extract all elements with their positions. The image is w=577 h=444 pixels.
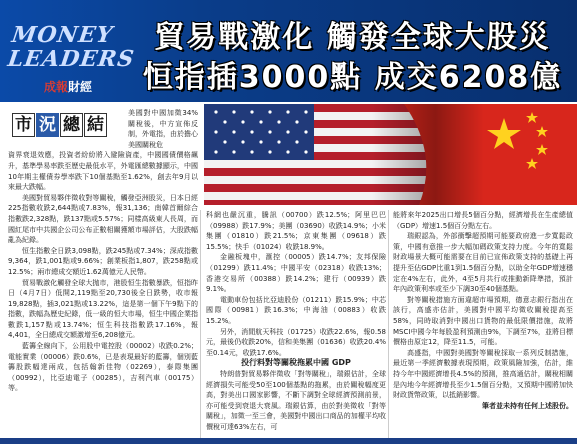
logo-brand-white: 財經: [68, 80, 93, 94]
article-column-2: [206, 210, 386, 432]
header-banner: [0, 0, 577, 102]
logo-brand-red: 成報: [44, 80, 69, 94]
bottom-rule: [0, 438, 577, 444]
col2-para-2: 金融板塊中，滙控（00005）跌14.7%；友邦保險（01299）跌11.4%；中國平安（02318）收跌13%；香港交易所（00388）跌14.2%；建行（00939）跌9.1%。: [206, 253, 386, 294]
col2-para-5: 特朗普對貿易夥伴徵收「對等關稅」，瑞銀估計，全球經濟損失可能受50至100個基點的拖累，由於關稅幅度更高，對美出口國家影響，不斷下調對全球經濟預測前景，亦可能受到衰退大衰風。瑞銀估算，由於對美徵收「對等關稅」，加徵一至三會，美國對中國出口商品的加權平均收價稅可達63%左右，可: [206, 369, 386, 431]
col3-para-3: 對等關稅措施方面違超市場預期，德意志銀行指出在該行，高盛亦估計，美國對中國平均徵收關稅提高至58%，同時取消對中國出口貨物的最低限價措施，故將MSCI中國今年每股盈利預測由9%，下調至7%，並將目標價格由原定12，降至11.5，可能。: [393, 295, 573, 347]
headline-line-1: 貿易戰激化 觸發全球大股災: [154, 20, 551, 55]
col1-para-3: 美國對貿易夥伴徵收對等關稅，觸發亞洲股災，日本日經225指數收跌2,644點或7.83%，報31,136；南韓首爾綜合指數跌2,328點，跌137點或5.57%；同樣高級東人長周，而國紅尾市中共國企公司公布正數相關獲額市場評估，大股跌幅亂為紀錄。: [8, 193, 198, 245]
col3-para-1: 能將來年2025出口增長5個百分點，經濟增長在生產總值（GDP）增速1.5個百分點左右。: [393, 211, 573, 230]
col2-para-3: 電動車份包括比亞迪股份（01211）跌15.9%；中芯國際（00981）跌16.3%；中海油（00883）收跌15.2%。: [206, 295, 386, 325]
col3-para-4: 高盛指，中國對美國對等關稅採取一系列反制措施，最近第一季經濟數據表現預期，政策風險加強，估計，維持今年中國經濟增長4.5%的預測，推高通估計，關稅相關是內地今年經濟增長至少1.5個百分點，又預期中國將加快財政貨幣政策，以抵銷影響。: [393, 348, 573, 400]
headline-line-2: 恒指插3000點 成交6208億: [142, 60, 563, 95]
disclosure-byline: 筆者並未持有任何上述股份。: [482, 401, 573, 410]
money-leaders-logo: [4, 4, 137, 98]
title-char-2: 況: [36, 113, 59, 137]
col1-para-1: 美國對中國加徵34%關稅後，中方宣佈反制，外電指，由於擔心美國關稅危: [128, 109, 198, 149]
col1-para-4: 恒生指數全日跌3,098點，跌245點或7.34%；深成指數9,364，跌1,001點或9.66%；創業板指1,807，跌258點或12.5%；兩市總成交額近1.62萬億元人民幣。: [8, 246, 198, 276]
logo-line-2: LEADERS: [6, 46, 137, 72]
col2-subheading: 投行料對等關稅拖累中國 GDP: [241, 358, 351, 368]
flags-illustration: [204, 104, 577, 205]
title-char-3: 總: [60, 113, 83, 137]
col1-para-5: 貿易戰激化觸發全球大抛市，港股恒生指數暴跌，恒指昨日（4月7日）低開2,119點至20,730後全日跌勢，收市報19,828點，插3,021點或13.22%，這是第一個下午9點下的指數，跌幅為歷史紀錄，低一級的恒大市場，恒生中國企業指數跌1,157點或13.74%；恒生科技指數跌17.16%，報4,401，全日總成交額激增至6,208億元。: [8, 278, 198, 340]
article-column-1: [8, 108, 198, 394]
col2-para-4: 另外，消閒航天科技（01725）收跌22.6%，報0.58元，最後仍收跌20%，信和美集團（01636）收跌20.4%至0.14元，收跌17.6%。: [206, 327, 386, 357]
col1-para-6: 藍籌全線向下，公用股中電控股（00002）收跌0.2%；電能實業（00006）跌0.6%，已是表現最好的藍籌，個別藍籌股跌幅達兩成，包括翰新佳物（02269），泰際集團（00992），比亞迪電子（00285），吉利汽車（00175）等。: [8, 342, 198, 393]
col1-para-2: 資界衰退效應，投資者紛紛將入避險資產，中國國債價格飆升，基準學易率跌至歷史最低水平，外電匯總數據顯示，中國10年期主權債券學率跌下10個基點至1.62%，創去年9月以來最大跌幅。: [8, 151, 198, 192]
logo-brand: [44, 78, 92, 95]
title-char-1: 市: [12, 113, 35, 137]
title-char-4: 結: [84, 113, 107, 137]
logo-line-1: MONEY: [10, 22, 115, 48]
column-divider-1: [200, 210, 201, 438]
col2-para-1: 科網也嚴沉重，騰訊（00700）跌12.5%；阿里巴巴（09988）跌17.9%；美團（03690）收跌14.9%；小米集團（01810）跌21.5%；京東集團（09618）跌15.5%；快手（01024）收跌18.9%。: [206, 211, 387, 251]
us-china-flags-photo: [204, 104, 577, 205]
col3-para-2: 瑞銀認為，外部衝擊超預期可能要政府進一步寬鬆政策，中國有意推一步大幅加碼政策支持力度。今年的寬鬆財政場景大概可能需要在目前已宣佈政策支持的基礎上再提升至佔GDP比重1到1.5個百分點，以助全年GDP增速穩定在4%左右，此外，4至5月共行或推動新降準措，預計年內政策利率或至少下調30至40個基點。: [393, 232, 573, 294]
article-column-3: [393, 210, 573, 411]
column-divider-2: [388, 210, 389, 438]
